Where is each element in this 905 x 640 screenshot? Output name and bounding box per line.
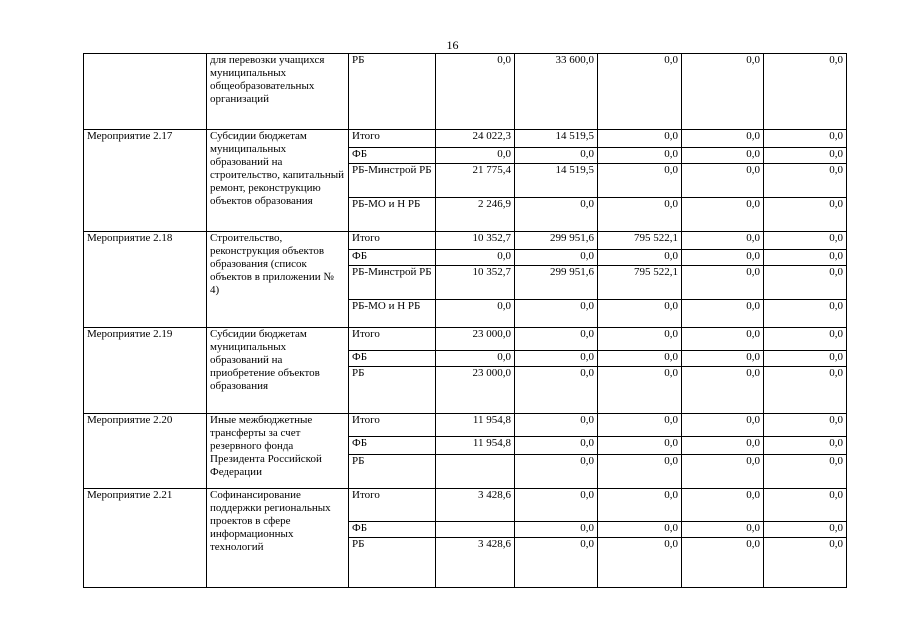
- value-cell: 0,0: [515, 250, 598, 266]
- source-cell: РБ: [349, 538, 436, 588]
- value-cell: 0,0: [682, 489, 764, 522]
- description-cell: Субсидии бюджетам муниципальных образований на приобретение объектов образования: [207, 328, 349, 414]
- value-cell: 0,0: [598, 455, 682, 489]
- value-cell: 0,0: [598, 414, 682, 437]
- value-cell: 0,0: [598, 351, 682, 367]
- source-cell: Итого: [349, 489, 436, 522]
- value-cell: 11 954,8: [436, 437, 515, 455]
- value-cell: 0,0: [515, 198, 598, 232]
- value-cell: 10 352,7: [436, 266, 515, 300]
- value-cell: 795 522,1: [598, 232, 682, 250]
- value-cell: 0,0: [515, 437, 598, 455]
- source-cell: Итого: [349, 232, 436, 250]
- value-cell: 23 000,0: [436, 367, 515, 414]
- value-cell: 14 519,5: [515, 164, 598, 198]
- event-cell: Мероприятие 2.21: [84, 489, 207, 588]
- source-cell: РБ-МО и Н РБ: [349, 300, 436, 328]
- budget-table: [83, 53, 847, 588]
- table-row: [84, 130, 847, 148]
- value-cell: 24 022,3: [436, 130, 515, 148]
- value-cell: 0,0: [515, 367, 598, 414]
- value-cell: 0,0: [515, 489, 598, 522]
- value-cell: 0,0: [598, 367, 682, 414]
- value-cell: 0,0: [764, 300, 847, 328]
- value-cell: 0,0: [436, 300, 515, 328]
- value-cell: 0,0: [764, 250, 847, 266]
- value-cell: 0,0: [515, 414, 598, 437]
- value-cell: 0,0: [598, 437, 682, 455]
- value-cell: 0,0: [764, 54, 847, 130]
- value-cell: 0,0: [682, 455, 764, 489]
- value-cell: 0,0: [682, 367, 764, 414]
- budget-table-body: [84, 54, 847, 588]
- value-cell: 3 428,6: [436, 489, 515, 522]
- value-cell: 0,0: [682, 198, 764, 232]
- value-cell: 0,0: [682, 437, 764, 455]
- table-row: [84, 414, 847, 437]
- value-cell: 0,0: [598, 538, 682, 588]
- value-cell: 0,0: [764, 455, 847, 489]
- source-cell: ФБ: [349, 250, 436, 266]
- value-cell: 0,0: [598, 328, 682, 351]
- value-cell: 2 246,9: [436, 198, 515, 232]
- table-row: [84, 489, 847, 522]
- value-cell: 0,0: [682, 414, 764, 437]
- value-cell: 0,0: [764, 351, 847, 367]
- value-cell: 0,0: [682, 300, 764, 328]
- value-cell: 0,0: [682, 164, 764, 198]
- event-cell: Мероприятие 2.17: [84, 130, 207, 232]
- value-cell: 3 428,6: [436, 538, 515, 588]
- value-cell: 0,0: [515, 455, 598, 489]
- value-cell: 0,0: [764, 489, 847, 522]
- value-cell: 0,0: [682, 351, 764, 367]
- event-cell: Мероприятие 2.20: [84, 414, 207, 489]
- value-cell: 0,0: [764, 164, 847, 198]
- value-cell: 0,0: [515, 148, 598, 164]
- description-cell: Строительство, реконструкция объектов образования (список объектов в приложении № 4): [207, 232, 349, 328]
- value-cell: 0,0: [598, 164, 682, 198]
- value-cell: 11 954,8: [436, 414, 515, 437]
- value-cell: 0,0: [764, 198, 847, 232]
- value-cell: 0,0: [436, 54, 515, 130]
- event-cell: Мероприятие 2.19: [84, 328, 207, 414]
- table-row: [84, 54, 847, 130]
- value-cell: 14 519,5: [515, 130, 598, 148]
- value-cell: 0,0: [682, 538, 764, 588]
- value-cell: 23 000,0: [436, 328, 515, 351]
- value-cell: 0,0: [682, 522, 764, 538]
- source-cell: РБ: [349, 367, 436, 414]
- value-cell: 0,0: [682, 328, 764, 351]
- event-cell: Мероприятие 2.18: [84, 232, 207, 328]
- value-cell: 795 522,1: [598, 266, 682, 300]
- value-cell: 0,0: [682, 266, 764, 300]
- value-cell: 299 951,6: [515, 266, 598, 300]
- value-cell: 0,0: [598, 148, 682, 164]
- source-cell: Итого: [349, 414, 436, 437]
- value-cell: 0,0: [764, 148, 847, 164]
- value-cell: 10 352,7: [436, 232, 515, 250]
- value-cell: 0,0: [682, 130, 764, 148]
- value-cell: 0,0: [764, 538, 847, 588]
- value-cell: 0,0: [515, 538, 598, 588]
- source-cell: РБ: [349, 54, 436, 130]
- value-cell: 0,0: [682, 250, 764, 266]
- value-cell: 0,0: [598, 522, 682, 538]
- value-cell: [436, 522, 515, 538]
- source-cell: Итого: [349, 130, 436, 148]
- value-cell: 0,0: [598, 250, 682, 266]
- table-row: [84, 232, 847, 250]
- value-cell: 0,0: [764, 130, 847, 148]
- value-cell: 0,0: [598, 130, 682, 148]
- description-cell: Иные межбюджетные трансферты за счет резервного фонда Президента Российской Федерации: [207, 414, 349, 489]
- value-cell: 0,0: [598, 198, 682, 232]
- source-cell: РБ-МО и Н РБ: [349, 198, 436, 232]
- value-cell: 0,0: [598, 54, 682, 130]
- page-number: 16: [446, 38, 459, 52]
- source-cell: Итого: [349, 328, 436, 351]
- source-cell: РБ-Минстрой РБ: [349, 164, 436, 198]
- source-cell: ФБ: [349, 351, 436, 367]
- value-cell: 0,0: [515, 300, 598, 328]
- value-cell: 0,0: [515, 522, 598, 538]
- value-cell: 0,0: [515, 328, 598, 351]
- value-cell: 0,0: [436, 250, 515, 266]
- value-cell: 33 600,0: [515, 54, 598, 130]
- value-cell: 0,0: [764, 522, 847, 538]
- value-cell: 0,0: [764, 232, 847, 250]
- value-cell: 0,0: [682, 148, 764, 164]
- source-cell: РБ-Минстрой РБ: [349, 266, 436, 300]
- value-cell: 0,0: [682, 54, 764, 130]
- value-cell: 299 951,6: [515, 232, 598, 250]
- description-cell: Субсидии бюджетам муниципальных образований на строительство, капитальный ремонт, реконструкцию объектов образования: [207, 130, 349, 232]
- source-cell: ФБ: [349, 522, 436, 538]
- value-cell: [436, 455, 515, 489]
- value-cell: 0,0: [598, 489, 682, 522]
- value-cell: 0,0: [436, 351, 515, 367]
- value-cell: 0,0: [764, 414, 847, 437]
- value-cell: 0,0: [598, 300, 682, 328]
- value-cell: 0,0: [515, 351, 598, 367]
- value-cell: 0,0: [436, 148, 515, 164]
- value-cell: 0,0: [682, 232, 764, 250]
- value-cell: 0,0: [764, 266, 847, 300]
- event-cell: [84, 54, 207, 130]
- value-cell: 0,0: [764, 328, 847, 351]
- value-cell: 21 775,4: [436, 164, 515, 198]
- value-cell: 0,0: [764, 437, 847, 455]
- table-row: [84, 328, 847, 351]
- description-cell: для перевозки учащихся муниципальных общеобразовательных организаций: [207, 54, 349, 130]
- source-cell: ФБ: [349, 148, 436, 164]
- source-cell: РБ: [349, 455, 436, 489]
- source-cell: ФБ: [349, 437, 436, 455]
- description-cell: Софинансирование поддержки региональных проектов в сфере информационных технологий: [207, 489, 349, 588]
- value-cell: 0,0: [764, 367, 847, 414]
